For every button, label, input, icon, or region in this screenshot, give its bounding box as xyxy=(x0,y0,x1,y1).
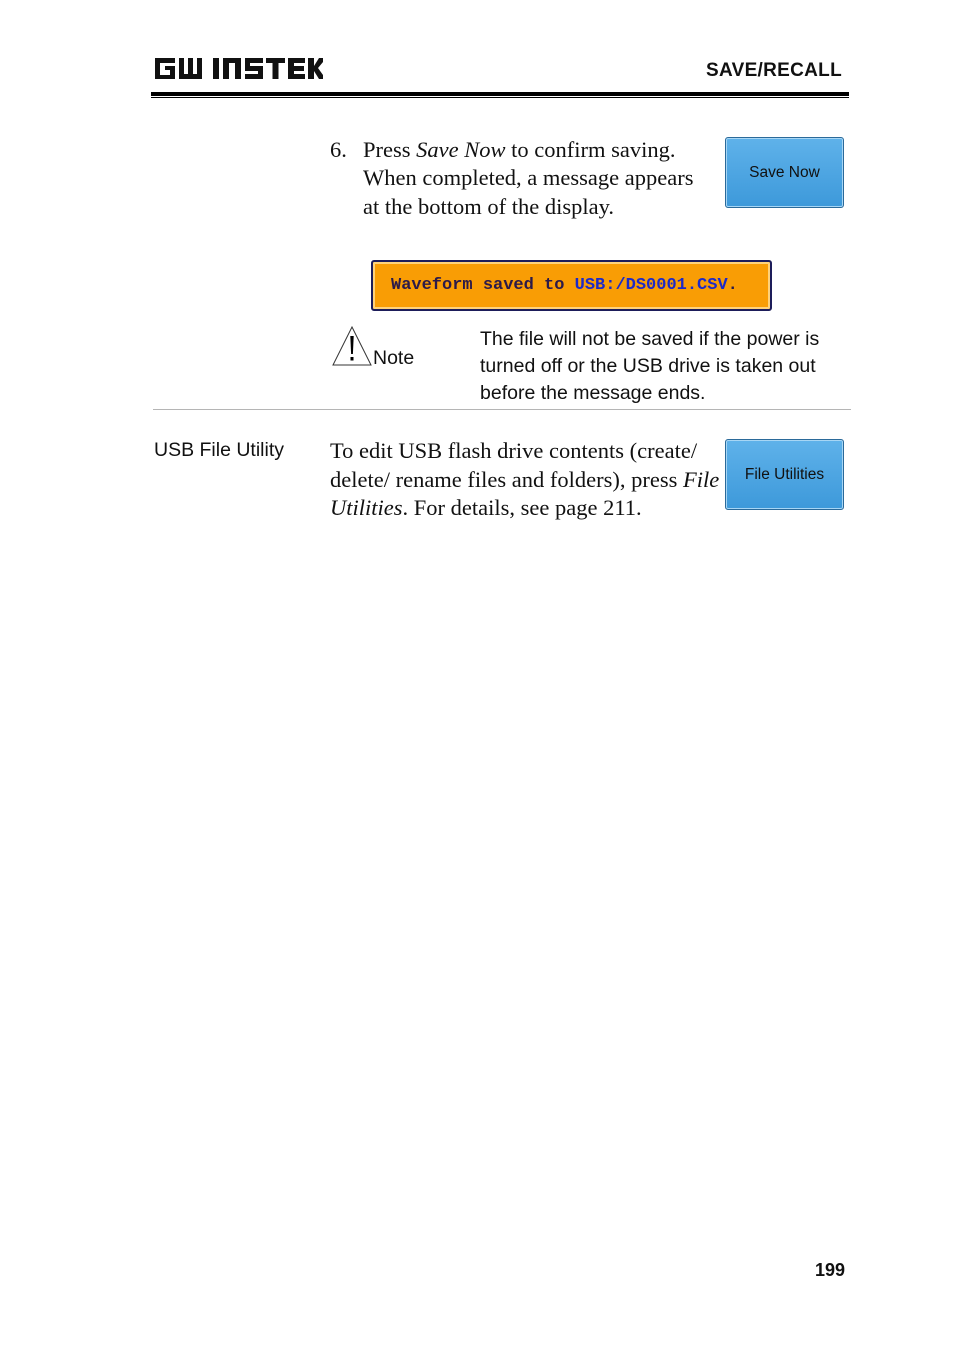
step-6 xyxy=(330,136,710,221)
file-utilities-reference: File Utilities xyxy=(330,466,720,520)
header-rule xyxy=(151,92,849,96)
header-rule-thin xyxy=(151,97,849,98)
step-text: Press Save Now to confirm saving. When completed, a message appears at the bottom of the display. xyxy=(363,137,694,219)
save-now-button[interactable]: Save Now xyxy=(725,137,844,208)
file-utilities-button[interactable]: File Utilities xyxy=(725,439,844,510)
usb-file-utility-text: To edit USB flash drive contents (create/ delete/ rename files and folders), press File Utilities. For details, see page 211. xyxy=(330,438,720,520)
waveform-saved-message: Waveform saved to USB:/DS0001.CSV . xyxy=(371,260,772,311)
usb-file-utility-label: USB File Utility xyxy=(154,439,285,461)
note-label: Note xyxy=(373,347,415,369)
gw-instek-logo xyxy=(153,55,323,83)
note-text: The file will not be saved if the power is turned off or the USB drive is taken out before the message ends. xyxy=(480,328,820,404)
warning-icon xyxy=(331,325,373,372)
step-number: 6. xyxy=(330,137,347,162)
saved-file-path: USB:/DS0001.CSV xyxy=(574,276,728,295)
save-now-reference: Save Now xyxy=(416,137,506,162)
page-number: 199 xyxy=(814,1260,845,1280)
section-divider xyxy=(153,409,851,410)
section-title: SAVE/RECALL xyxy=(706,60,842,81)
